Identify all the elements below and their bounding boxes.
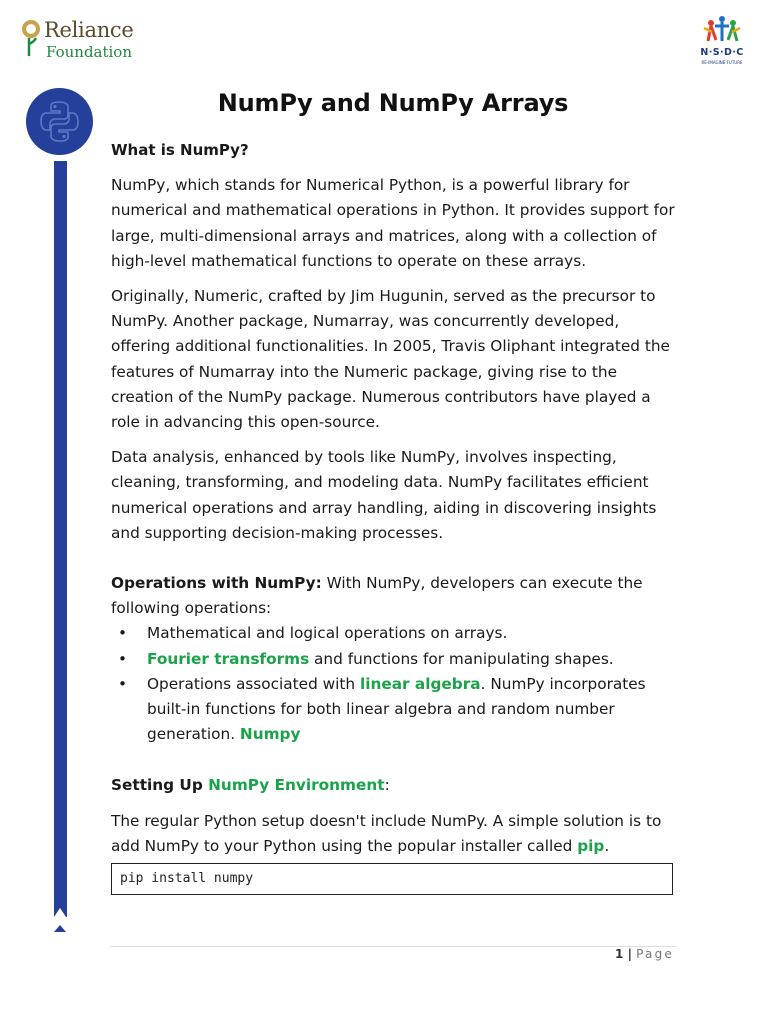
page-number: 1 bbox=[615, 947, 624, 961]
operations-label: Operations with NumPy: bbox=[111, 574, 322, 593]
code-text: pip install numpy bbox=[120, 871, 254, 886]
numpy-link[interactable]: Numpy bbox=[239, 725, 301, 744]
setup-paragraph bbox=[111, 809, 677, 859]
side-bar-notch bbox=[54, 908, 66, 917]
setup-heading-colon: : bbox=[384, 776, 390, 795]
operations-list bbox=[111, 621, 677, 747]
page-footer bbox=[560, 947, 674, 961]
page-title: NumPy and NumPy Arrays bbox=[217, 89, 569, 117]
list-item bbox=[147, 621, 677, 646]
fourier-transforms-link[interactable]: Fourier transforms bbox=[147, 649, 310, 668]
setup-heading-label: Setting Up bbox=[111, 776, 209, 795]
nsdc-letters: N·S·D·C bbox=[700, 47, 744, 58]
paragraph-intro: NumPy, which stands for Numerical Python, is a powerful library for numerical and mathematical operations in Python. It provides support for large, multi-dimensional arrays and matrices, along with a collection of high-level mathematical functions to operate on these arrays. bbox=[111, 176, 675, 270]
list-item bbox=[147, 647, 677, 672]
logo-text-reliance: Reliance bbox=[44, 18, 134, 42]
reliance-foundation-logo bbox=[20, 16, 150, 64]
operations-intro-text: With NumPy, developers can execute the following operations: bbox=[111, 574, 643, 618]
numpy-environment-link[interactable]: NumPy Environment bbox=[208, 776, 385, 795]
python-icon bbox=[26, 88, 93, 155]
setup-heading bbox=[111, 773, 677, 798]
list-item-text: Mathematical and logical operations on arrays. bbox=[147, 624, 508, 643]
paragraph-history: Originally, Numeric, crafted by Jim Hugunin, served as the precursor to NumPy. Another package, Numarray, was concurrently developed, offering additional functionalities. In 2005, Travis Oliphant integrated the features of Numarray into the Numeric package, giving rise to the creation of the NumPy package. Numerous contributors have played a role in advancing this open-source. bbox=[111, 287, 670, 432]
list-item-text: and functions for manipulating shapes. bbox=[309, 649, 614, 668]
document-body bbox=[111, 136, 677, 859]
setup-text: The regular Python setup doesn't include NumPy. A simple solution is to add NumPy to your Python using the popular installer called bbox=[111, 811, 662, 855]
list-item-text: Operations associated with bbox=[147, 674, 360, 693]
operations-intro bbox=[111, 571, 677, 621]
python-logo-badge bbox=[26, 88, 93, 155]
setup-text-end: . bbox=[604, 836, 610, 855]
code-block bbox=[111, 863, 673, 895]
what-is-numpy-heading: What is NumPy? bbox=[111, 141, 249, 159]
nsdc-figures-icon bbox=[690, 14, 754, 48]
footer-separator: | bbox=[623, 947, 637, 961]
reliance-logo-icon bbox=[20, 18, 42, 58]
nsdc-tagline: RE-IMAGINE FUTURE bbox=[701, 60, 743, 65]
side-bar-arrow bbox=[54, 925, 66, 932]
list-item bbox=[147, 672, 677, 748]
paragraph-data-analysis: Data analysis, enhanced by tools like NumPy, involves inspecting, cleaning, transforming, and modeling data. NumPy facilitates efficient numerical operations and array handling, aiding in discovering insights and supporting decision-making processes. bbox=[111, 448, 657, 542]
pip-link[interactable]: pip bbox=[577, 836, 605, 855]
nsdc-logo bbox=[690, 14, 754, 68]
side-decorative-bar bbox=[54, 161, 67, 917]
list-item-text: . NumPy incorporates built-in functions for both linear algebra and random number generation. bbox=[147, 674, 646, 744]
linear-algebra-link[interactable]: linear algebra bbox=[359, 674, 481, 693]
logo-text-foundation: Foundation bbox=[46, 43, 133, 61]
page-word: Page bbox=[636, 947, 674, 961]
